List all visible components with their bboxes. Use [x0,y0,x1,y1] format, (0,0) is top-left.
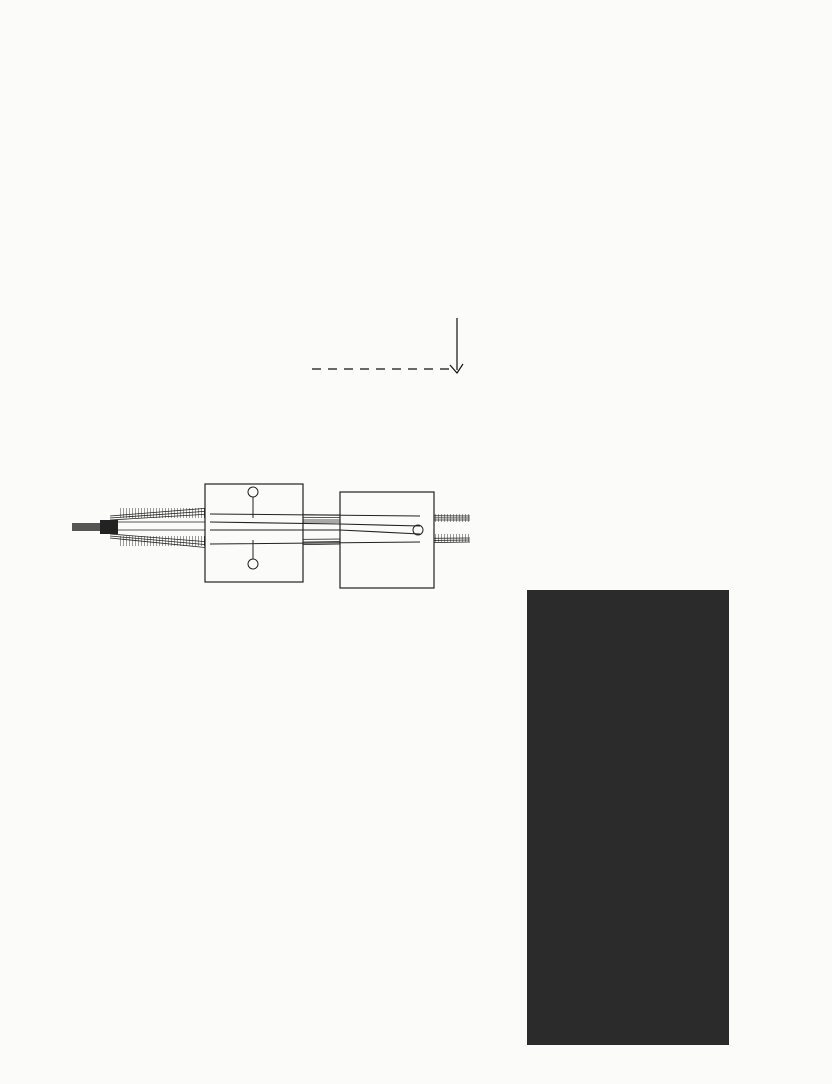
caption-fig-195 [525,455,725,467]
caption-plate-192 [525,515,725,527]
figure-195a [62,48,512,428]
plate-192-photo [527,590,729,1045]
body-text [60,614,486,619]
figure-195b [60,478,480,610]
